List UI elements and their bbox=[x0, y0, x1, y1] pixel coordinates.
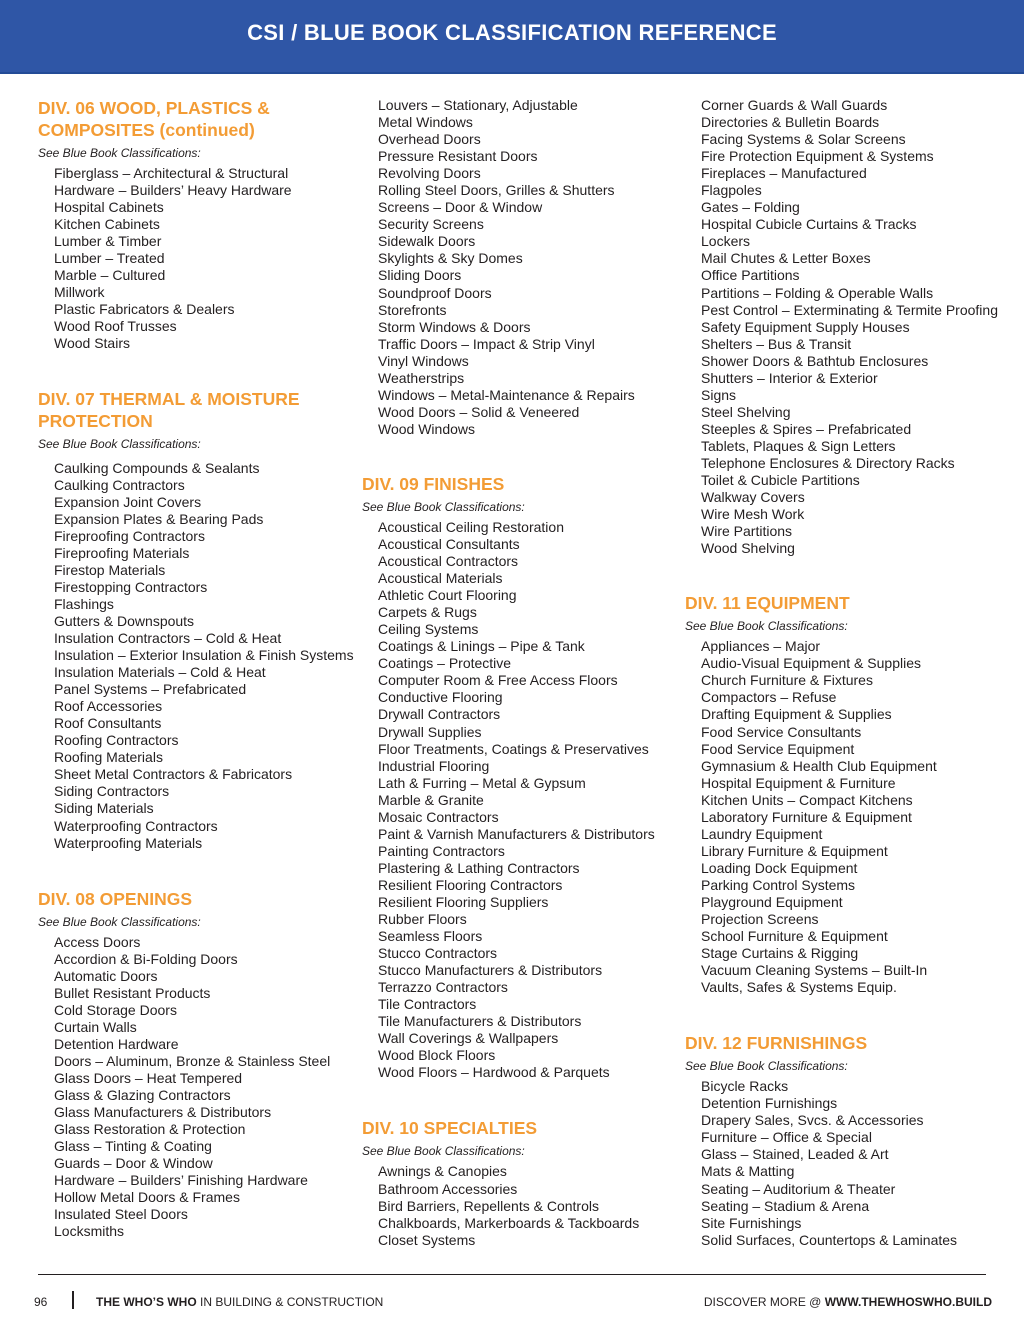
list-item: Weatherstrips bbox=[378, 369, 465, 386]
list-item: Stucco Contractors bbox=[378, 945, 498, 962]
list-item: Access Doors bbox=[54, 933, 141, 950]
list-item: Caulking Contractors bbox=[54, 476, 185, 493]
list-item: Loading Dock Equipment bbox=[701, 859, 858, 876]
footer-separator bbox=[72, 1291, 74, 1309]
list-item: Mats & Matting bbox=[701, 1163, 795, 1180]
see-classifications-label: See Blue Book Classifications: bbox=[38, 436, 201, 451]
column-3 bbox=[685, 97, 1015, 1249]
list-item: Wood Block Floors bbox=[378, 1047, 496, 1064]
list-item: School Furniture & Equipment bbox=[701, 928, 888, 945]
list-item: Gutters & Downspouts bbox=[54, 612, 195, 629]
publication-name-rest: IN BUILDING & CONSTRUCTION bbox=[196, 1295, 384, 1309]
classification-list bbox=[685, 97, 1015, 557]
list-item: Security Screens bbox=[378, 216, 484, 233]
list-item: Lumber & Timber bbox=[54, 233, 162, 250]
list-item: Acoustical Contractors bbox=[378, 553, 519, 570]
list-item: Roofing Contractors bbox=[54, 732, 179, 749]
list-item: Awnings & Canopies bbox=[378, 1163, 507, 1180]
list-item: Skylights & Sky Domes bbox=[378, 250, 523, 267]
classification-list bbox=[362, 519, 682, 1082]
page-number: 96 bbox=[34, 1295, 48, 1309]
list-item: Insulation Contractors – Cold & Heat bbox=[54, 629, 282, 646]
list-item: Drywall Supplies bbox=[378, 723, 482, 740]
list-item: Cold Storage Doors bbox=[54, 1001, 177, 1018]
classification-list bbox=[685, 1078, 1015, 1248]
list-item: Glass Restoration & Protection bbox=[54, 1121, 246, 1138]
list-item: Wood Roof Trusses bbox=[54, 318, 177, 335]
list-item: Church Furniture & Fixtures bbox=[701, 672, 873, 689]
list-item: Tile Contractors bbox=[378, 996, 477, 1013]
list-item: Louvers – Stationary, Adjustable bbox=[378, 97, 578, 113]
list-item: Coatings & Linings – Pipe & Tank bbox=[378, 638, 585, 655]
division-heading-line: DIV. 07 THERMAL & MOISTURE bbox=[38, 388, 300, 409]
list-item: Fireplaces – Manufactured bbox=[701, 165, 867, 182]
classification-list bbox=[362, 97, 682, 438]
section-div10 bbox=[362, 1117, 682, 1248]
list-item: Bullet Resistant Products bbox=[54, 984, 211, 1001]
list-item: Ceiling Systems bbox=[378, 621, 479, 638]
list-item: Wood Floors – Hardwood & Parquets bbox=[378, 1064, 610, 1081]
list-item: Plastic Fabricators & Dealers bbox=[54, 301, 235, 318]
footer-divider bbox=[38, 1274, 986, 1275]
division-heading bbox=[38, 97, 358, 141]
list-item: Hardware – Builders’ Heavy Hardware bbox=[54, 182, 292, 199]
list-item: Facing Systems & Solar Screens bbox=[701, 131, 906, 148]
list-item: Walkway Covers bbox=[701, 489, 805, 506]
list-item: Appliances – Major bbox=[701, 638, 821, 655]
list-item: Windows – Metal-Maintenance & Repairs bbox=[378, 386, 635, 403]
list-item: Laundry Equipment bbox=[701, 825, 823, 842]
list-item: Gates – Folding bbox=[701, 199, 800, 216]
list-item: Paint & Varnish Manufacturers & Distributors bbox=[378, 825, 655, 842]
list-item: Detention Hardware bbox=[54, 1035, 179, 1052]
list-item: Overhead Doors bbox=[378, 131, 481, 148]
see-classifications-label: See Blue Book Classifications: bbox=[362, 499, 525, 514]
list-item: Fireproofing Materials bbox=[54, 544, 190, 561]
see-classifications-label: See Blue Book Classifications: bbox=[38, 146, 201, 160]
list-item: Flashings bbox=[54, 595, 114, 612]
list-item: Coatings – Protective bbox=[378, 655, 512, 672]
list-item: Flagpoles bbox=[701, 182, 762, 199]
list-item: Curtain Walls bbox=[54, 1018, 137, 1035]
list-item: Hardware – Builders’ Finishing Hardware bbox=[54, 1172, 308, 1189]
list-item: Carpets & Rugs bbox=[378, 604, 477, 621]
list-item: Stage Curtains & Rigging bbox=[701, 945, 859, 962]
list-item: Screens – Door & Window bbox=[378, 199, 543, 216]
list-item: Corner Guards & Wall Guards bbox=[701, 97, 888, 113]
website-url[interactable]: WWW.THEWHOSWHO.BUILD bbox=[824, 1295, 992, 1309]
list-item: Rolling Steel Doors, Grilles & Shutters bbox=[378, 182, 615, 199]
list-item: Acoustical Consultants bbox=[378, 535, 520, 552]
list-item: Panel Systems – Prefabricated bbox=[54, 681, 247, 698]
list-item: Solid Surfaces, Countertops & Laminates bbox=[701, 1231, 958, 1248]
list-item: Wood Shelving bbox=[701, 540, 795, 557]
list-item: Firestopping Contractors bbox=[54, 578, 208, 595]
division-heading-line: DIV. 06 WOOD, PLASTICS & bbox=[38, 98, 270, 118]
list-item: Wood Windows bbox=[378, 420, 476, 437]
list-item: Storm Windows & Doors bbox=[378, 318, 531, 335]
list-item: Wood Doors – Solid & Veneered bbox=[378, 403, 580, 420]
list-item: Glass – Stained, Leaded & Art bbox=[701, 1146, 889, 1163]
website-link-prefix: DISCOVER MORE @ bbox=[703, 1295, 825, 1309]
list-item: Office Partitions bbox=[701, 267, 800, 284]
list-item: Tablets, Plaques & Sign Letters bbox=[701, 437, 896, 454]
list-item: Audio-Visual Equipment & Supplies bbox=[701, 655, 921, 672]
list-item: Insulated Steel Doors bbox=[54, 1206, 188, 1223]
division-heading: DIV. 09 FINISHES bbox=[362, 473, 505, 494]
page-title: CSI / BLUE BOOK CLASSIFICATION REFERENCE bbox=[247, 20, 777, 45]
classification-list bbox=[362, 1163, 682, 1248]
division-heading-line: PROTECTION bbox=[38, 410, 153, 431]
list-item: Lath & Furring – Metal & Gypsum bbox=[378, 774, 586, 791]
list-item: Firestop Materials bbox=[54, 561, 166, 578]
list-item: Signs bbox=[701, 386, 737, 403]
list-item: Hospital Equipment & Furniture bbox=[701, 774, 896, 791]
list-item: Sidewalk Doors bbox=[378, 233, 476, 250]
list-item: Expansion Plates & Bearing Pads bbox=[54, 510, 264, 527]
publication-name bbox=[96, 1295, 383, 1309]
list-item: Insulation – Exterior Insulation & Finish Systems bbox=[54, 647, 354, 664]
list-item: Shelters – Bus & Transit bbox=[701, 335, 852, 352]
classification-list bbox=[685, 638, 1015, 996]
list-item: Terrazzo Contractors bbox=[378, 979, 508, 996]
list-item: Storefronts bbox=[378, 301, 447, 318]
list-item: Automatic Doors bbox=[54, 967, 158, 984]
section-div11 bbox=[685, 592, 1015, 996]
list-item: Vacuum Cleaning Systems – Built-In bbox=[701, 962, 928, 979]
section-div08-continued bbox=[362, 97, 682, 438]
list-item: Laboratory Furniture & Equipment bbox=[701, 808, 912, 825]
list-item: Mail Chutes & Letter Boxes bbox=[701, 250, 871, 267]
list-item: Millwork bbox=[54, 284, 105, 301]
list-item: Marble – Cultured bbox=[54, 267, 166, 284]
list-item: Lockers bbox=[701, 233, 751, 250]
list-item: Bathroom Accessories bbox=[378, 1180, 518, 1197]
list-item: Revolving Doors bbox=[378, 165, 481, 182]
division-heading: DIV. 10 SPECIALTIES bbox=[362, 1118, 538, 1139]
list-item: Vaults, Safes & Systems Equip. bbox=[701, 979, 897, 996]
list-item: Plastering & Lathing Contractors bbox=[378, 859, 580, 876]
list-item: Kitchen Cabinets bbox=[54, 216, 160, 233]
list-item: Roofing Materials bbox=[54, 749, 163, 766]
classification-list bbox=[38, 165, 358, 353]
website-link[interactable] bbox=[704, 1295, 992, 1309]
column-1 bbox=[38, 97, 358, 1240]
list-item: Partitions – Folding & Operable Walls bbox=[701, 284, 934, 301]
list-item: Compactors – Refuse bbox=[701, 689, 837, 706]
list-item: Sheet Metal Contractors & Fabricators bbox=[54, 766, 293, 783]
list-item: Safety Equipment Supply Houses bbox=[701, 318, 910, 335]
section-div08 bbox=[38, 888, 358, 1241]
list-item: Kitchen Units – Compact Kitchens bbox=[701, 791, 913, 808]
list-item: Hollow Metal Doors & Frames bbox=[54, 1189, 240, 1206]
list-item: Conductive Flooring bbox=[378, 689, 503, 706]
list-item: Shower Doors & Bathtub Enclosures bbox=[701, 352, 929, 369]
division-heading: DIV. 08 OPENINGS bbox=[38, 888, 192, 909]
list-item: Mosaic Contractors bbox=[378, 808, 499, 825]
list-item: Waterproofing Materials bbox=[54, 834, 203, 851]
list-item: Lumber – Treated bbox=[54, 250, 165, 267]
division-heading: DIV. 12 FURNISHINGS bbox=[685, 1033, 868, 1054]
see-classifications-label: See Blue Book Classifications: bbox=[685, 619, 848, 634]
see-classifications-label: See Blue Book Classifications: bbox=[38, 914, 201, 929]
list-item: Closet Systems bbox=[378, 1231, 476, 1248]
list-item: Traffic Doors – Impact & Strip Vinyl bbox=[378, 335, 595, 352]
list-item: Drywall Contractors bbox=[378, 706, 501, 723]
column-2 bbox=[362, 97, 682, 1249]
list-item: Expansion Joint Covers bbox=[54, 493, 202, 510]
list-item: Marble & Granite bbox=[378, 791, 484, 808]
list-item: Pest Control – Exterminating & Termite Proofing bbox=[701, 301, 998, 318]
list-item: Roof Consultants bbox=[54, 715, 162, 732]
list-item: Painting Contractors bbox=[378, 842, 505, 859]
list-item: Wood Stairs bbox=[54, 335, 130, 352]
list-item: Projection Screens bbox=[701, 911, 819, 928]
list-item: Shutters – Interior & Exterior bbox=[701, 369, 878, 386]
list-item: Playground Equipment bbox=[701, 893, 843, 910]
list-item: Guards – Door & Window bbox=[54, 1155, 213, 1172]
list-item: Waterproofing Contractors bbox=[54, 817, 218, 834]
list-item: Parking Control Systems bbox=[701, 876, 856, 893]
section-div07 bbox=[38, 388, 358, 852]
list-item: Resilient Flooring Suppliers bbox=[378, 893, 549, 910]
list-item: Bird Barriers, Repellents & Controls bbox=[378, 1197, 599, 1214]
list-item: Seamless Floors bbox=[378, 928, 483, 945]
list-item: Drapery Sales, Svcs. & Accessories bbox=[701, 1112, 924, 1129]
list-item: Food Service Equipment bbox=[701, 740, 855, 757]
list-item: Soundproof Doors bbox=[378, 284, 492, 301]
list-item: Food Service Consultants bbox=[701, 723, 862, 740]
list-item: Accordion & Bi-Folding Doors bbox=[54, 950, 238, 967]
list-item: Seating – Stadium & Arena bbox=[701, 1197, 870, 1214]
list-item: Metal Windows bbox=[378, 114, 473, 131]
list-item: Directories & Bulletin Boards bbox=[701, 114, 880, 131]
list-item: Computer Room & Free Access Floors bbox=[378, 672, 618, 689]
list-item: Caulking Compounds & Sealants bbox=[54, 459, 260, 476]
division-heading bbox=[38, 388, 358, 432]
list-item: Tile Manufacturers & Distributors bbox=[378, 1013, 582, 1030]
list-item: Seating – Auditorium & Theater bbox=[701, 1180, 896, 1197]
list-item: Steeples & Spires – Prefabricated bbox=[701, 420, 912, 437]
list-item: Doors – Aluminum, Bronze & Stainless Steel bbox=[54, 1052, 331, 1069]
list-item: Wall Coverings & Wallpapers bbox=[378, 1030, 559, 1047]
list-item: Pressure Resistant Doors bbox=[378, 148, 538, 165]
list-item: Acoustical Materials bbox=[378, 570, 503, 587]
list-item: Glass & Glazing Contractors bbox=[54, 1087, 231, 1104]
publication-name-bold: THE WHO’S WHO bbox=[96, 1295, 197, 1309]
list-item: Vinyl Windows bbox=[378, 352, 469, 369]
see-classifications-label: See Blue Book Classifications: bbox=[685, 1059, 848, 1074]
list-item: Fireproofing Contractors bbox=[54, 527, 205, 544]
list-item: Insulation Materials – Cold & Heat bbox=[54, 664, 266, 681]
list-item: Floor Treatments, Coatings & Preservatives bbox=[378, 740, 649, 757]
list-item: Steel Shelving bbox=[701, 403, 791, 420]
list-item: Stucco Manufacturers & Distributors bbox=[378, 962, 603, 979]
list-item: Athletic Court Flooring bbox=[378, 587, 517, 604]
list-item: Bicycle Racks bbox=[701, 1078, 789, 1095]
section-div10-continued bbox=[685, 97, 1015, 557]
list-item: Hospital Cabinets bbox=[54, 199, 164, 216]
list-item: Gymnasium & Health Club Equipment bbox=[701, 757, 937, 774]
list-item: Sliding Doors bbox=[378, 267, 462, 284]
list-item: Site Furnishings bbox=[701, 1214, 802, 1231]
list-item: Resilient Flooring Contractors bbox=[378, 876, 563, 893]
list-item: Wire Mesh Work bbox=[701, 506, 805, 523]
list-item: Detention Furnishings bbox=[701, 1095, 838, 1112]
list-item: Toilet & Cubicle Partitions bbox=[701, 472, 860, 489]
classification-list bbox=[38, 460, 358, 852]
section-div06 bbox=[38, 97, 358, 353]
list-item: Telephone Enclosures & Directory Racks bbox=[701, 454, 955, 471]
list-item: Hospital Cubicle Curtains & Tracks bbox=[701, 216, 917, 233]
list-item: Library Furniture & Equipment bbox=[701, 842, 888, 859]
list-item: Drafting Equipment & Supplies bbox=[701, 706, 892, 723]
list-item: Glass – Tinting & Coating bbox=[54, 1138, 212, 1155]
classification-list bbox=[38, 934, 358, 1241]
list-item: Acoustical Ceiling Restoration bbox=[378, 518, 564, 535]
list-item: Industrial Flooring bbox=[378, 757, 490, 774]
list-item: Glass Doors – Heat Tempered bbox=[54, 1069, 243, 1086]
section-div09 bbox=[362, 473, 682, 1082]
list-item: Glass Manufacturers & Distributors bbox=[54, 1104, 272, 1121]
division-heading: DIV. 11 EQUIPMENT bbox=[685, 593, 850, 614]
list-item: Wire Partitions bbox=[701, 523, 793, 540]
list-item: Locksmiths bbox=[54, 1223, 125, 1240]
division-heading-line: COMPOSITES (continued) bbox=[38, 120, 255, 140]
list-item: Chalkboards, Markerboards & Tackboards bbox=[378, 1214, 640, 1231]
list-item: Fire Protection Equipment & Systems bbox=[701, 148, 934, 165]
see-classifications-label: See Blue Book Classifications: bbox=[362, 1144, 525, 1159]
list-item: Siding Materials bbox=[54, 800, 154, 817]
list-item: Roof Accessories bbox=[54, 698, 163, 715]
list-item: Siding Contractors bbox=[54, 783, 170, 800]
section-div12 bbox=[685, 1032, 1015, 1248]
list-item: Fiberglass – Architectural & Structural bbox=[54, 165, 289, 181]
list-item: Rubber Floors bbox=[378, 911, 467, 928]
list-item: Furniture – Office & Special bbox=[701, 1129, 872, 1146]
